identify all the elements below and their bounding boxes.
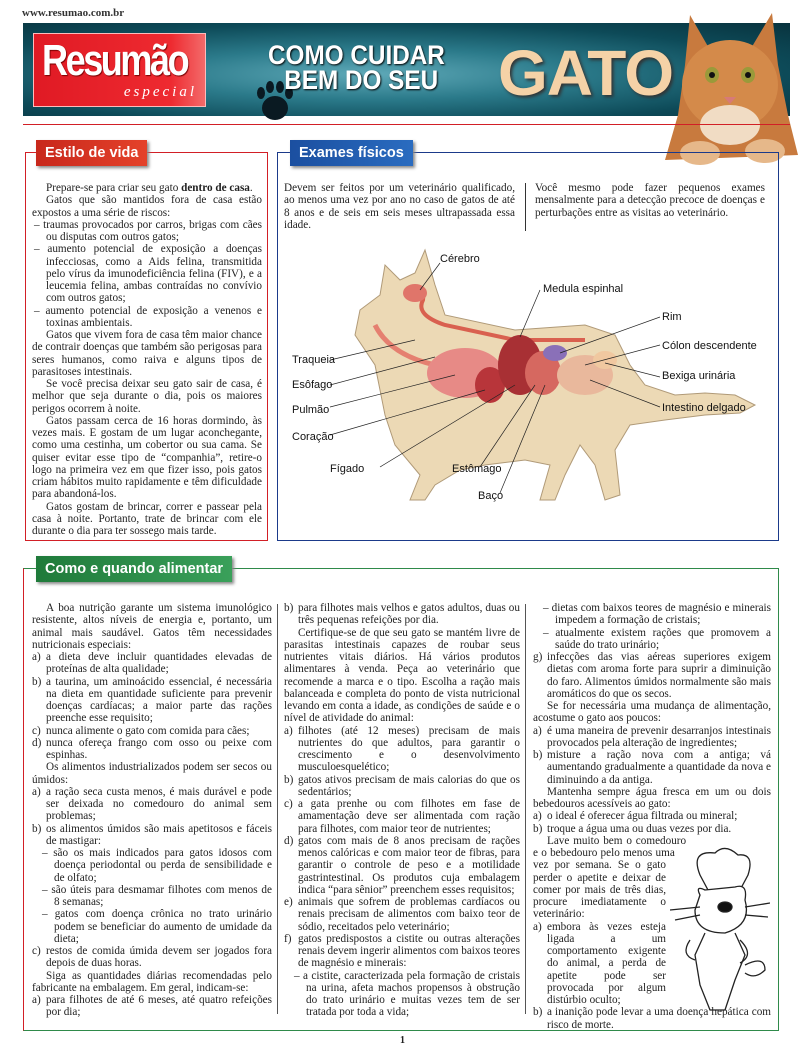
diagram-label: Rim xyxy=(662,311,682,323)
diagram-label: Pulmão xyxy=(292,404,330,416)
dash-item: – dietas com baixos teores de magnésio e minerais impedem a formação de cristais; xyxy=(543,602,771,627)
dash-item: – são os mais indicados para gatos idosos com doença periodontal ou perda de sensibilidade e de olfato; xyxy=(42,847,272,884)
diagram-label: Traqueia xyxy=(292,354,336,366)
dash-item: – a cistite, caracterizada pela formação de cristais na urina, afeta machos propensos à obstrução do trato urinário e muitas vezes tem de ser tratada por toda a vida; xyxy=(294,969,520,1019)
list-item: d) gatos com mais de 8 anos precisam de rações menos calóricas e com maior teor de fibras, para garantir o controle de peso e a motilidade gastrintestinal. Os produtos cuja embalagem indica “para sênior” preenchem esses requisitos; xyxy=(284,834,520,896)
dash-item: – aumento potencial de exposição a doenças infecciosas, como a Aids felina, transmitida pelo vírus da imunodeficiência felina (FIV), e a leucemia felina, ambas contraídas no convívio com outros gatos; xyxy=(34,243,262,305)
site-url[interactable]: www.resumao.com.br xyxy=(22,7,125,19)
list-item: b) os alimentos úmidos são mais apetitosos e fáceis de mastigar: xyxy=(32,822,272,847)
diagram-label: Bexiga urinária xyxy=(662,370,736,382)
dash-item: – gatos com doença crônica no trato urinário podem se beneficiar do aumento de umidade da dieta; xyxy=(42,908,272,945)
alimentar-col1 xyxy=(32,602,272,1019)
list-item: c) restos de comida úmida devem ser jogados fora depois de duas horas. xyxy=(32,945,272,970)
diagram-label: Cólon descendente xyxy=(662,340,757,352)
section-title-estilo: Estilo de vida xyxy=(36,140,147,166)
paragraph: Gatos passam cerca de 16 horas dormindo, às vezes mais. E gostam de um lugar aconchegante, como uma cestinha, um cobertor ou sua cama. Se quiser evitar esse tipo de “companhia”, retire-o logo na primeira vez em que fizer isso, pois gatos criam hábitos muito rapidamente e têm dificuldade para abandoná-los. xyxy=(32,414,262,501)
list-item: b) troque a água uma ou duas vezes por dia. xyxy=(533,822,732,835)
list-item: a) é uma maneira de prevenir desarranjos intestinais provocados pela alteração de ingredientes; xyxy=(533,724,771,749)
paragraph: Gatos que vivem fora de casa têm maior chance de contrair doenças que também são perigosas para seres humanos, como raiva e alguns tipos de parasitoses intestinais. xyxy=(32,329,262,378)
list-item: c) a gata prenhe ou com filhotes em fase de amamentação deve ser alimentada com ração para filhotes, com maior teor de nutrientes; xyxy=(284,798,520,835)
list-item: g) infecções das vias aéreas superiores exigem dietas com aroma forte para suprir a diminuição do faro. Alimentos úmidos normalmente são mais aromáticos do que os secos. xyxy=(533,651,771,700)
list-item: b) gatos ativos precisam de mais calorias do que os sedentários; xyxy=(284,773,520,798)
section-title-alimentar: Como e quando alimentar xyxy=(36,556,232,582)
dash-item: – são úteis para desmamar filhotes com menos de 8 semanas; xyxy=(42,883,272,908)
list-item: b) misture a ração nova com a antiga; vá aumentando gradualmente a quantidade da nova e diminuindo a da antiga. xyxy=(533,749,771,786)
paragraph: A boa nutrição garante um sistema imunológico resistente, altos níveis de energia e, portanto, um animal mais saudável. Gatos têm necessidades nutricionais especiais: xyxy=(32,602,272,651)
list-item: a) para filhotes de até 6 meses, até quatro refeições por dia; xyxy=(32,994,272,1019)
list-item: a) o ideal é oferecer água filtrada ou mineral; xyxy=(533,810,738,823)
paragraph: Siga as quantidades diárias recomendadas pelo fabricante na embalagem. Em geral, indicam-se: xyxy=(32,969,272,994)
title-text: COMO CUIDAR BEM DO SEU xyxy=(268,40,445,95)
diagram-label: Esôfago xyxy=(292,379,333,391)
column-divider xyxy=(525,604,526,1014)
paragraph: Os alimentos industrializados podem ser secos ou úmidos: xyxy=(32,761,272,786)
logo-name: Resumão xyxy=(42,36,188,85)
list-item: a) filhotes (até 12 meses) precisam de mais nutrientes do que adultos, para garantir o crescimento e o desenvolvimento musculoesquelético; xyxy=(284,724,520,774)
list-item: b) a taurina, um aminoácido essencial, é necessária na dieta em quantidade suficiente para prevenir doenças cardíacas; a maior parte das rações preenche esse requisito; xyxy=(32,675,272,725)
column-divider xyxy=(525,183,526,231)
dash-item: – aumento potencial de exposição a venenos e toxinas ambientais. xyxy=(34,304,262,329)
paragraph: Se for necessária uma mudança de alimentação, acostume o gato aos poucos: xyxy=(533,700,771,725)
list-item: a) a dieta deve incluir quantidades elevadas de proteínas de alta qualidade; xyxy=(32,651,272,676)
section-title-exames: Exames físicos xyxy=(290,140,413,166)
paragraph: Se você precisa deixar seu gato sair de casa, é melhor que seja durante o dia, pois os maiores perigos ocorrem à noite. xyxy=(32,378,262,415)
paragraph: Gatos que são mantidos fora de casa estão expostos a uma série de riscos: xyxy=(32,194,262,219)
list-item: b) para filhotes mais velhos e gatos adultos, duas ou três pequenas refeições por dia. xyxy=(284,602,520,627)
paragraph: Prepare-se para criar seu gato dentro de casa. xyxy=(46,182,253,194)
title-gato: GATO xyxy=(498,37,673,109)
chef-cat-illustration xyxy=(670,845,770,1015)
list-item: f) gatos predispostos a cistite ou outras alterações renais devem ingerir alimentos com baixos teores de magnésio e minerais: xyxy=(284,932,520,970)
paragraph: Certifique-se de que seu gato se mantém livre de parasitas intestinais capazes de roubar seus nutrientes vitais diários. Há vários produtos alimentares à venda. Peça ao veterinário que recomende a marca e o tipo. Escolha a ração mais balanceada e completa do ponto de vista nutricional levando em conta a idade, as condições de saúde e o nível de atividade do animal: xyxy=(284,626,520,725)
paragraph: Gatos gostam de brincar, correr e passear pela casa à noite. Portanto, trate de brincar com ele durante o dia para ter sossego mais tarde. xyxy=(32,500,262,537)
diagram-label: Medula espinhal xyxy=(543,283,624,295)
list-item: a) embora às vezes esteja ligada a um comportamento exigente do animal, a perda de apetite pode ser provocada por algum distúrbio oculto; xyxy=(533,920,666,1006)
logo-sub: especial xyxy=(123,84,197,100)
column-divider xyxy=(277,604,278,1014)
diagram-label: Baço xyxy=(478,490,504,502)
list-item: c) nunca alimente o gato com comida para cães; xyxy=(32,724,250,737)
list-item: b) a inanição pode levar a uma doença hepática com risco de morte. xyxy=(533,1006,771,1031)
exames-col2: Você mesmo pode fazer pequenos exames mensalmente para a detecção precoce de doenças e perturbações entre as visitas ao veterinário. xyxy=(535,182,765,219)
paragraph: Mantenha sempre água fresca em um ou dois bebedouros acessíveis ao gato: xyxy=(533,785,771,810)
diagram-label: Estômago xyxy=(452,463,502,475)
diagram-label: Coração xyxy=(292,431,334,443)
list-item: d) nunca ofereça frango com osso ou peixe com espinhas. xyxy=(32,736,272,761)
resumao-logo xyxy=(33,33,206,107)
alimentar-col2 xyxy=(284,602,520,1019)
dash-item: – atualmente existem rações que promovem a saúde do trato urinário; xyxy=(543,626,771,651)
page-number: 1 xyxy=(400,1035,405,1046)
diagram-label: Fígado xyxy=(330,463,365,475)
estilo-text xyxy=(32,182,262,537)
exames-col1: Devem ser feitos por um veterinário qualificado, ao menos uma vez por ano no caso de gatos de até 8 anos e de seis em seis meses ultrapassada essa idade. xyxy=(284,182,515,231)
paragraph: Lave muito bem o comedouro e o bebedouro pelo menos uma vez por semana. Se o gato perder o apetite e deixar de comer por mais de três dias, procure imediatamente o veterinário: xyxy=(533,834,687,921)
divider xyxy=(23,124,790,125)
diagram-label: Intestino delgado xyxy=(662,402,746,414)
list-item: a) a ração seca custa menos, é mais durável e pode ser deixada no comedouro do animal sem problemas; xyxy=(32,785,272,823)
dash-item: – traumas provocados por carros, brigas com cães ou disputas com outros gatos; xyxy=(34,218,262,243)
list-item: e) animais que sofrem de problemas cardíacos ou renais precisam de alimentos com baixo teor de sódio, receitados pelo veterinário; xyxy=(284,896,520,933)
cat-photo xyxy=(660,5,800,170)
diagram-label: Cérebro xyxy=(440,253,480,265)
